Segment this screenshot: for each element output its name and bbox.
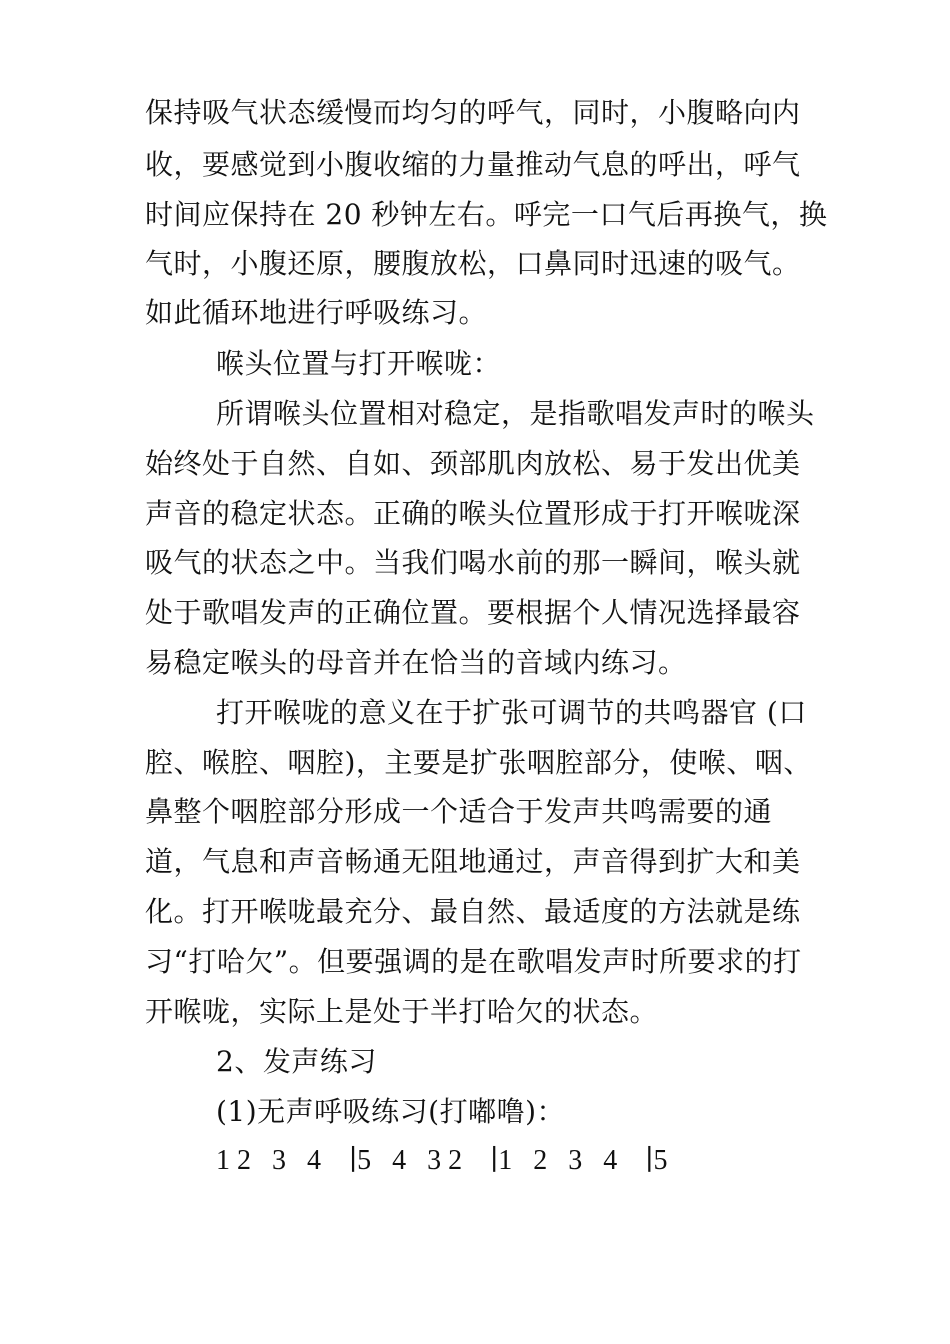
text-line: 腔、喉腔、咽腔)，主要是扩张咽腔部分，使喉、咽、 bbox=[145, 746, 812, 779]
text-line: 保持吸气状态缓慢而均匀的呼气，同时，小腹略向内 bbox=[145, 96, 801, 129]
text-line: 时间应保持在 20 秒钟左右。呼完一口气后再换气，换 bbox=[145, 198, 828, 231]
text-line: 易稳定喉头的母音并在恰当的音域内练习。 bbox=[145, 646, 687, 679]
text-line: 如此循环地进行呼吸练习。 bbox=[145, 296, 488, 329]
text-line: 处于歌唱发声的正确位置。要根据个人情况选择最容 bbox=[145, 596, 801, 629]
text-line: 声音的稳定状态。正确的喉头位置形成于打开喉咙深 bbox=[145, 497, 801, 530]
text-line: 气时，小腹还原，腰腹放松，口鼻同时迅速的吸气。 bbox=[145, 247, 801, 280]
text-line: 鼻整个咽腔部分形成一个适合于发声共鸣需要的通 bbox=[145, 795, 773, 828]
text-line: 所谓喉头位置相对稳定，是指歌唱发声时的喉头 bbox=[216, 397, 815, 430]
section-heading: 2、发声练习 bbox=[216, 1045, 377, 1078]
section-heading: 喉头位置与打开喉咙： bbox=[216, 347, 502, 380]
text-line: 开喉咙，实际上是处于半打哈欠的状态。 bbox=[145, 995, 659, 1028]
text-line: 收，要感觉到小腹收缩的力量推动气息的呼出，呼气 bbox=[145, 148, 801, 181]
subsection-heading: (1)无声呼吸练习(打嘟噜)： bbox=[216, 1095, 566, 1128]
text-line: 吸气的状态之中。当我们喝水前的那一瞬间，喉头就 bbox=[145, 546, 801, 579]
text-line: 道，气息和声音畅通无阻地通过，声音得到扩大和美 bbox=[145, 845, 801, 878]
numbered-notation-line: 1 2 3 4 ∣5 4 3 2 ∣1 2 3 4 ∣5 bbox=[216, 1145, 668, 1176]
text-line: 始终处于自然、自如、颈部肌肉放松、易于发出优美 bbox=[145, 447, 801, 480]
text-line: 打开喉咙的意义在于扩张可调节的共鸣器官 (口 bbox=[216, 696, 807, 729]
text-line: 习“打哈欠”。但要强调的是在歌唱发声时所要求的打 bbox=[145, 945, 802, 978]
text-line: 化。打开喉咙最充分、最自然、最适度的方法就是练 bbox=[145, 895, 801, 928]
